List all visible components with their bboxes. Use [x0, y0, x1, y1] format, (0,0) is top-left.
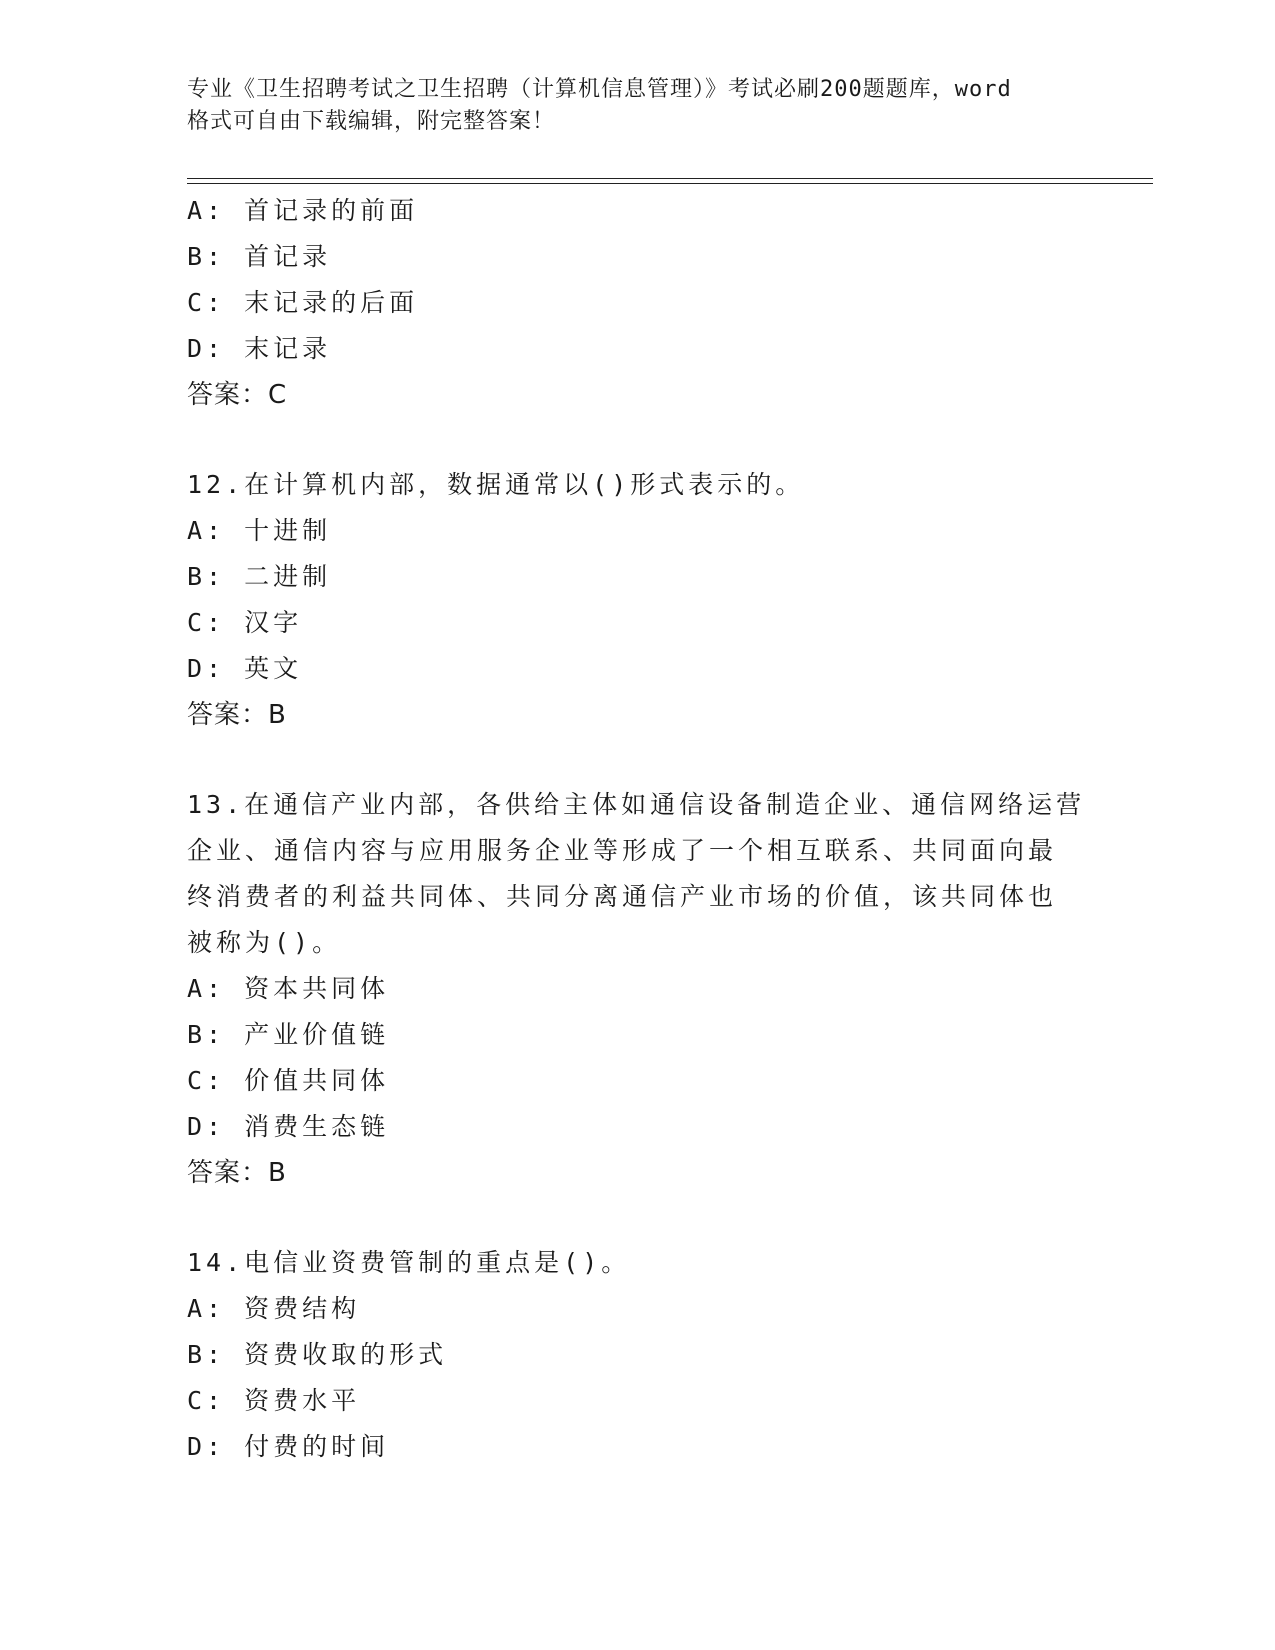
answer-label: 答案：B: [187, 700, 287, 730]
question-11: [187, 188, 1087, 418]
option-a: A: 首记录的前面: [187, 196, 419, 225]
option-b: B: 资费收取的形式: [187, 1340, 448, 1369]
question-text-line-2: 企业、通信内容与应用服务企业等形成了一个相互联系、共同面向最: [187, 836, 1058, 865]
question-12: [187, 462, 1087, 738]
option-d: D: 消费生态链: [187, 1112, 390, 1141]
option-a: A: 资费结构: [187, 1294, 361, 1323]
option-a: A: 十进制: [187, 516, 332, 545]
option-d: D: 付费的时间: [187, 1432, 390, 1461]
question-text-line-4: 被称为()。: [187, 928, 342, 957]
question-13: [187, 782, 1087, 1196]
question-text: 12.在计算机内部，数据通常以()形式表示的。: [187, 470, 805, 499]
question-list: [187, 188, 1087, 1470]
question-text-line-3: 终消费者的利益共同体、共同分离通信产业市场的价值，该共同体也: [187, 882, 1058, 911]
option-a: A: 资本共同体: [187, 974, 390, 1003]
header-title-line-2: 格式可自由下载编辑，附完整答案！: [187, 109, 556, 134]
option-b: B: 首记录: [187, 242, 332, 271]
option-b: B: 产业价值链: [187, 1020, 390, 1049]
header-divider-top: [187, 178, 1153, 179]
option-d: D: 末记录: [187, 334, 332, 363]
answer-label: 答案：C: [187, 380, 288, 410]
option-d: D: 英文: [187, 654, 303, 683]
question-14: [187, 1240, 1087, 1470]
header-title-line-1: 专业《卫生招聘考试之卫生招聘（计算机信息管理）》考试必刷200题题库，word: [187, 77, 1012, 102]
option-c: C: 汉字: [187, 608, 303, 637]
answer-label: 答案：B: [187, 1158, 287, 1188]
question-text-line-1: 13.在通信产业内部，各供给主体如通信设备制造企业、通信网络运营: [187, 790, 1086, 819]
header-divider-bottom: [187, 183, 1153, 184]
document-header: [187, 74, 1087, 138]
question-text: 14.电信业资费管制的重点是()。: [187, 1248, 631, 1277]
option-c: C: 资费水平: [187, 1386, 361, 1415]
option-b: B: 二进制: [187, 562, 332, 591]
option-c: C: 价值共同体: [187, 1066, 390, 1095]
option-c: C: 末记录的后面: [187, 288, 419, 317]
